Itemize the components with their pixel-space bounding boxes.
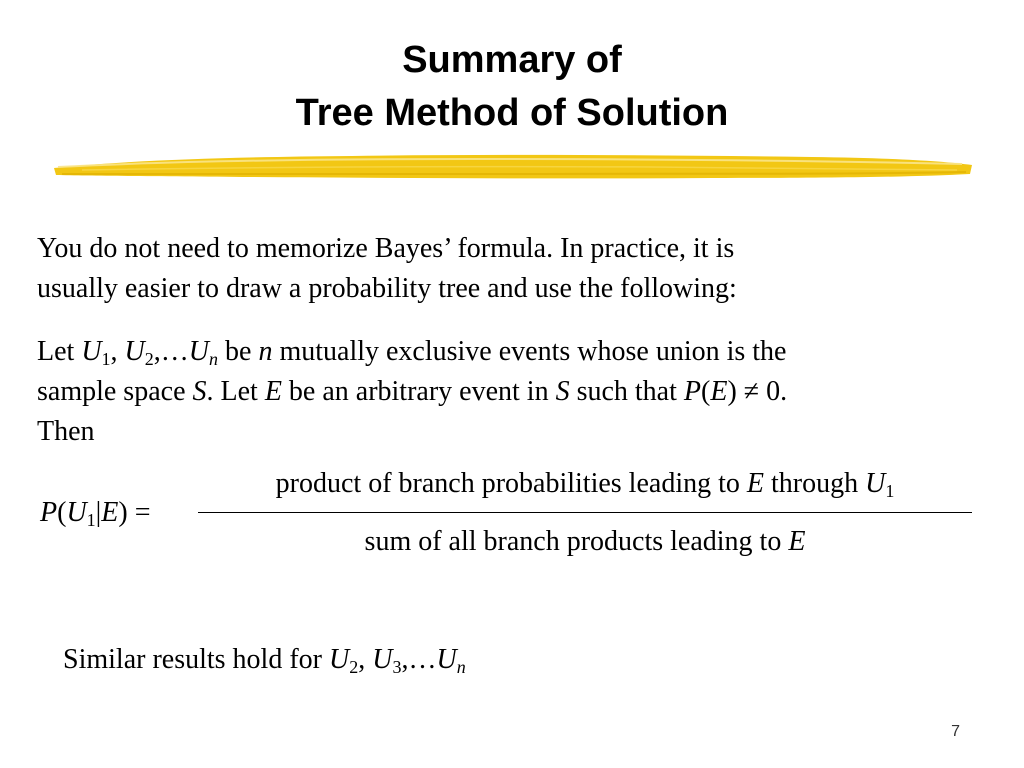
slide-title-line-1: Summary of xyxy=(402,39,622,81)
statement-line-2: sample space S. Let E be an arbitrary event in S such that P(E) ≠ 0. xyxy=(37,376,788,407)
similar-results-note: Similar results hold for $U_2$, $U_3,\dots U_n$ xyxy=(63,644,466,677)
formula-numerator: product of branch probabilities leading to E through $U_1$ xyxy=(275,468,895,501)
intro-line-1: You do not need to memorize Bayes’ formula. In practice, it is xyxy=(37,233,735,264)
slide-title-line-2: Tree Method of Solution xyxy=(295,92,729,134)
intro-line-2: usually easier to draw a probability tree and use the following: xyxy=(37,273,737,304)
fraction-bar xyxy=(198,512,972,513)
formula-denominator: sum of all branch products leading to E xyxy=(364,526,806,557)
formula-lhs: $P(U_1|E)$ = xyxy=(40,497,151,530)
statement-line-3: Then xyxy=(37,416,95,447)
highlighter-stroke-decoration xyxy=(52,148,974,184)
page-number: 7 xyxy=(951,723,960,740)
statement-line-1: Let $U_1$, $U_2,\dots U_n$ be n mutually exclusive events whose union is the xyxy=(37,336,787,369)
